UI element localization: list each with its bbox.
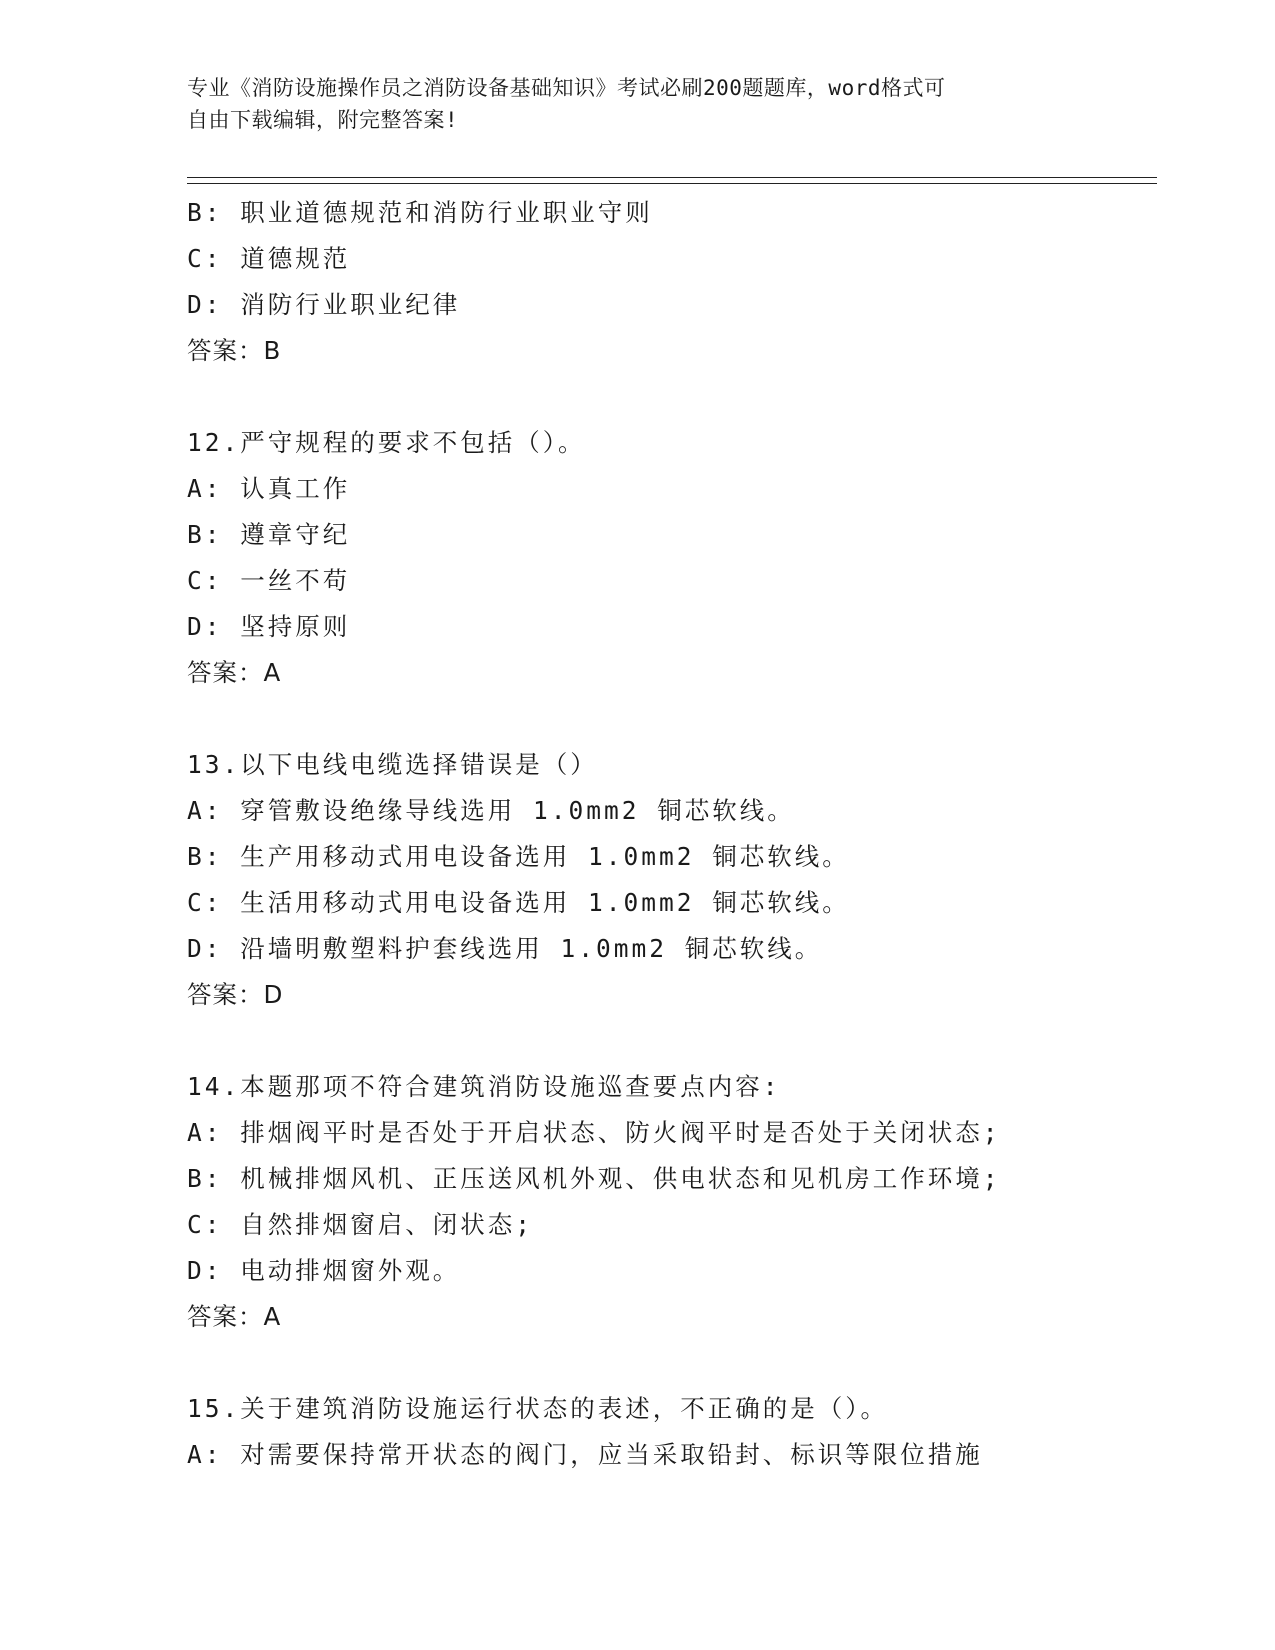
option-a: A: 排烟阀平时是否处于开启状态、防火阀平时是否处于关闭状态; [187,1118,1001,1147]
question-stem: 12.严守规程的要求不包括（）。 [187,428,586,457]
spacer [187,374,1167,420]
option-c: C: 一丝不苟 [187,566,351,595]
question-stem: 15.关于建筑消防设施运行状态的表述，不正确的是（）。 [187,1394,888,1423]
question-13 [187,742,1167,1018]
option-d: D: 坚持原则 [187,612,351,641]
question-stem: 14.本题那项不符合建筑消防设施巡查要点内容: [187,1072,781,1101]
question-list [187,190,1167,1478]
spacer [187,1340,1167,1386]
answer-line: 答案：A [187,658,282,687]
question-14 [187,1064,1167,1340]
question-11-continued [187,190,1167,374]
option-c: C: 道德规范 [187,244,351,273]
answer-line: 答案：B [187,336,282,365]
option-b: B: 生产用移动式用电设备选用 1.0mm2 铜芯软线。 [187,842,850,871]
question-15 [187,1386,1167,1478]
question-stem: 13.以下电线电缆选择错误是（） [187,750,598,779]
header-divider-top [187,177,1157,178]
header-divider-bottom [187,183,1157,184]
header-line-1: 专业《消防设施操作员之消防设备基础知识》考试必刷200题题库，word格式可 [187,76,946,100]
option-b: B: 职业道德规范和消防行业职业守则 [187,198,653,227]
option-d: D: 沿墙明敷塑料护套线选用 1.0mm2 铜芯软线。 [187,934,823,963]
option-d: D: 电动排烟窗外观。 [187,1256,461,1285]
question-12 [187,420,1167,696]
header-line-2: 自由下载编辑，附完整答案! [187,108,459,132]
option-a: A: 穿管敷设绝缘导线选用 1.0mm2 铜芯软线。 [187,796,795,825]
document-header [187,72,1087,136]
option-b: B: 遵章守纪 [187,520,351,549]
spacer [187,1018,1167,1064]
option-c: C: 自然排烟窗启、闭状态; [187,1210,533,1239]
option-a: A: 对需要保持常开状态的阀门，应当采取铅封、标识等限位措施 [187,1440,983,1469]
spacer [187,696,1167,742]
option-a: A: 认真工作 [187,474,351,503]
answer-line: 答案：A [187,1302,282,1331]
option-c: C: 生活用移动式用电设备选用 1.0mm2 铜芯软线。 [187,888,850,917]
answer-line: 答案：D [187,980,284,1009]
option-b: B: 机械排烟风机、正压送风机外观、供电状态和见机房工作环境; [187,1164,1001,1193]
option-d: D: 消防行业职业纪律 [187,290,461,319]
